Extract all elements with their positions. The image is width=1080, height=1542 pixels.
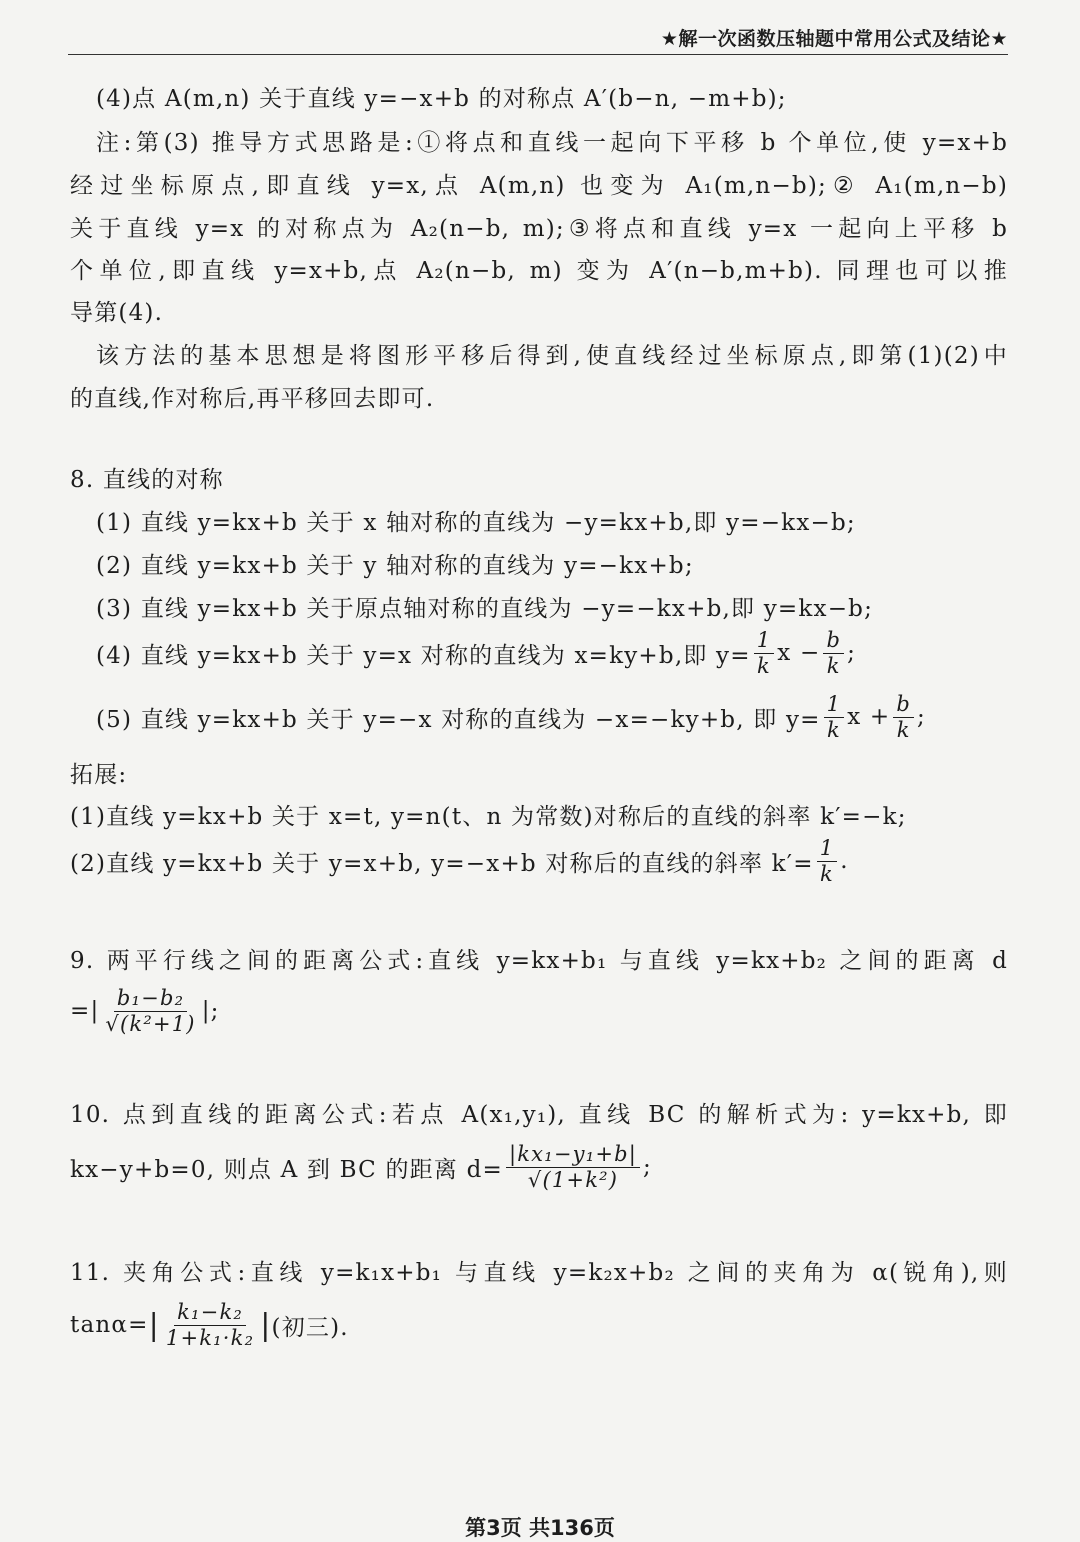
sec11-prefix: tanα= (70, 1312, 149, 1338)
section-9-line-1: 9. 两平行线之间的距离公式:直线 y=kx+b₁ 与直线 y=kx+b₂ 之间的距离 d (70, 948, 1008, 974)
item-4-fraction-1 (754, 629, 775, 676)
fraction-denominator: k (757, 653, 771, 678)
sec10-suffix: ; (643, 1154, 652, 1180)
item-5-suffix: ; (917, 704, 926, 730)
section-11-line-1: 11. 夹角公式:直线 y=k₁x+b₁ 与直线 y=k₂x+b₂ 之间的夹角为 α(锐角),则 (70, 1260, 1008, 1286)
extension-heading: 拓展: (70, 762, 128, 788)
item-4-mid: x − (777, 640, 821, 666)
section-11-formula (70, 1298, 1008, 1352)
sec10-prefix: kx−y+b=0, 则点 A 到 BC 的距离 d= (70, 1156, 503, 1183)
item-5-prefix: (5) 直线 y=kx+b 关于 y=−x 对称的直线为 −x=−ky+b, 即 y= (96, 706, 821, 733)
note-line-2: 经过坐标原点,即直线 y=x,点 A(m,n) 也变为 A₁(m,n−b);② A₁(m,n−b) (70, 173, 1008, 199)
fraction-numerator: |kx₁−y₁+b| (506, 1143, 640, 1167)
note-line-3: 关于直线 y=x 的对称点为 A₂(n−b, m);③将点和直线 y=x 一起向上平移 b (70, 216, 1008, 242)
note-line-1: 注:第(3) 推导方式思路是:①将点和直线一起向下平移 b 个单位,使 y=x+b (96, 130, 1008, 156)
fraction-denominator: k (826, 717, 841, 742)
abs-bar-left: | (148, 1307, 160, 1343)
item-5-fraction-1 (824, 693, 845, 740)
fraction-denominator: k (826, 653, 841, 678)
method-line-1: 该方法的基本思想是将图形平移后得到,使直线经过坐标原点,即第(1)(2)中 (96, 343, 1008, 369)
section-8-item-3: (3) 直线 y=kx+b 关于原点轴对称的直线为 −y=−kx+b,即 y=kx−b; (96, 596, 874, 622)
page-header (68, 14, 1008, 55)
section-8-heading: 8. 直线的对称 (70, 467, 224, 493)
sec9-fraction (102, 987, 198, 1034)
extension-item-1: (1)直线 y=kx+b 关于 x=t, y=n(t、n 为常数)对称后的直线的斜率 k′=−k; (70, 804, 907, 830)
sec11-suffix: (初三). (271, 1314, 349, 1341)
ext-2-fraction (817, 837, 838, 884)
item-4-suffix: ; (847, 640, 857, 666)
item-5-fraction-2 (893, 693, 914, 740)
section-8-item-1: (1) 直线 y=kx+b 关于 x 轴对称的直线为 −y=kx+b,即 y=−kx−b; (96, 510, 856, 536)
fraction-denominator: k (820, 861, 834, 886)
fraction-denominator: k (896, 717, 911, 742)
fraction-numerator: 1 (754, 629, 775, 653)
fraction-numerator: b (893, 693, 914, 717)
ext-2-suffix: . (840, 848, 849, 874)
sec9-suffix: |; (201, 998, 220, 1024)
section-10-formula (70, 1140, 1008, 1194)
section-9-formula (70, 984, 1008, 1038)
fraction-numerator: b₁−b₂ (114, 987, 187, 1011)
section-10-line-1: 10. 点到直线的距离公式:若点 A(x₁,y₁), 直线 BC 的解析式为: y=kx+b, 即 (70, 1102, 1008, 1128)
section-8-item-5 (96, 690, 1008, 744)
fraction-denominator: √(1+k²) (527, 1167, 619, 1192)
note-line-4: 个单位,即直线 y=x+b,点 A₂(n−b, m) 变为 A′(n−b,m+b). 同理也可以推 (70, 258, 1008, 284)
method-line-2: 的直线,作对称后,再平移回去即可. (70, 386, 435, 412)
intro-item-4: (4)点 A(m,n) 关于直线 y=−x+b 的对称点 A′(b−n, −m+b); (96, 86, 787, 112)
page-footer: 第3页 共136页 (465, 1516, 615, 1540)
section-8-item-2: (2) 直线 y=kx+b 关于 y 轴对称的直线为 y=−kx+b; (96, 553, 694, 579)
item-4-prefix: (4) 直线 y=kx+b 关于 y=x 对称的直线为 x=ky+b,即 y= (96, 642, 751, 669)
sec10-fraction (506, 1143, 640, 1190)
note-line-5: 导第(4). (70, 300, 164, 326)
fraction-numerator: 1 (824, 693, 845, 717)
fraction-numerator: 1 (817, 837, 838, 861)
abs-bar-right: | (260, 1307, 272, 1343)
fraction-denominator: √(k²+1) (105, 1011, 196, 1036)
item-5-mid: x + (847, 704, 891, 730)
item-4-fraction-2 (823, 629, 844, 676)
fraction-denominator: 1+k₁·k₂ (165, 1325, 255, 1350)
sec9-prefix: =| (70, 998, 100, 1024)
extension-item-2 (70, 834, 1008, 888)
fraction-numerator: k₁−k₂ (174, 1301, 246, 1325)
sec11-fraction (163, 1301, 257, 1348)
ext-2-prefix: (2)直线 y=kx+b 关于 y=x+b, y=−x+b 对称后的直线的斜率 k′= (70, 850, 814, 877)
header-title: ★解一次函数压轴题中常用公式及结论★ (660, 28, 1008, 50)
fraction-numerator: b (823, 629, 844, 653)
section-8-item-4 (96, 626, 1008, 680)
